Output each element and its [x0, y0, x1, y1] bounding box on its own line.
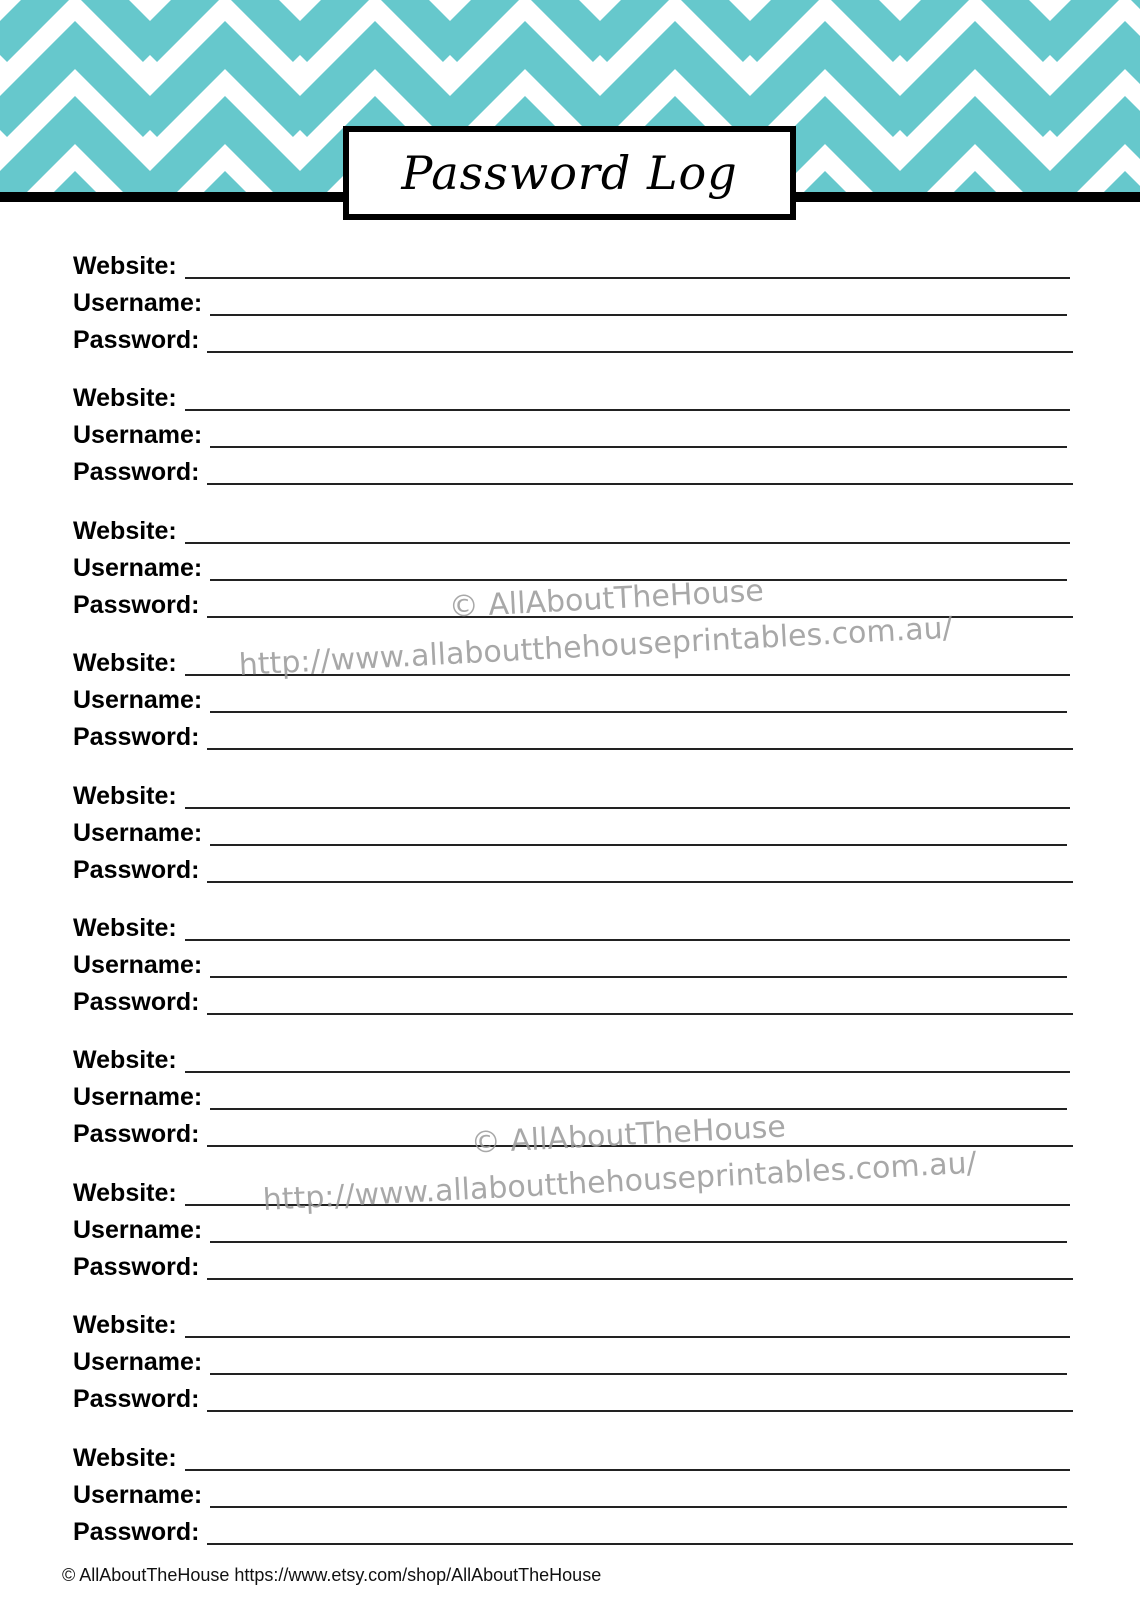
- username-label: Username:: [73, 289, 203, 317]
- page-title: Password Log: [401, 146, 738, 200]
- website-label: Website:: [73, 1178, 177, 1207]
- watermark-url: http://www.allaboutthehouseprintables.com.au/: [238, 610, 954, 683]
- website-row: [73, 244, 1073, 281]
- website-label: Website:: [73, 1311, 177, 1340]
- website-row: [73, 376, 1073, 413]
- website-field[interactable]: [185, 939, 1070, 941]
- website-label: Website:: [73, 384, 177, 413]
- username-field[interactable]: [210, 711, 1067, 713]
- username-field[interactable]: [210, 1241, 1067, 1243]
- username-field[interactable]: [210, 314, 1067, 316]
- username-row: [73, 678, 1073, 715]
- password-label: Password:: [73, 1517, 200, 1546]
- password-entry: [73, 1436, 1073, 1568]
- username-row: [73, 1208, 1073, 1245]
- website-label: Website:: [73, 252, 177, 280]
- password-row: [73, 450, 1073, 487]
- username-row: [73, 413, 1073, 450]
- website-field[interactable]: [185, 409, 1070, 411]
- password-field[interactable]: [207, 483, 1073, 485]
- username-label: Username:: [73, 1083, 203, 1112]
- password-entry: [73, 376, 1073, 508]
- password-entry: [73, 244, 1073, 376]
- password-row: [73, 1377, 1073, 1414]
- password-field[interactable]: [207, 748, 1073, 750]
- website-label: Website:: [73, 516, 177, 545]
- username-field[interactable]: [210, 1506, 1067, 1508]
- watermark-url: http://www.allaboutthehouseprintables.com.au/: [262, 1145, 978, 1218]
- username-label: Username:: [73, 1480, 203, 1509]
- username-field[interactable]: [210, 1108, 1067, 1110]
- watermark-copyright: © AllAboutTheHouse: [448, 573, 765, 625]
- password-row: [73, 1245, 1073, 1282]
- password-field[interactable]: [207, 1278, 1073, 1280]
- password-field[interactable]: [207, 1013, 1073, 1015]
- website-row: [73, 1436, 1073, 1473]
- username-row: [73, 1473, 1073, 1510]
- password-row: [73, 1510, 1073, 1547]
- password-label: Password:: [73, 590, 200, 619]
- username-field[interactable]: [210, 1373, 1067, 1375]
- website-row: [73, 509, 1073, 546]
- password-field[interactable]: [207, 1543, 1073, 1545]
- website-label: Website:: [73, 913, 177, 942]
- password-row: [73, 318, 1073, 355]
- username-label: Username:: [73, 421, 203, 450]
- password-row: [73, 980, 1073, 1017]
- website-field[interactable]: [185, 1469, 1070, 1471]
- username-label: Username:: [73, 818, 203, 847]
- website-row: [73, 906, 1073, 943]
- website-field[interactable]: [185, 1071, 1070, 1073]
- username-label: Username:: [73, 686, 203, 715]
- password-entry: [73, 906, 1073, 1038]
- password-field[interactable]: [207, 881, 1073, 883]
- password-label: Password:: [73, 1120, 200, 1149]
- username-field[interactable]: [210, 844, 1067, 846]
- password-label: Password:: [73, 1252, 200, 1281]
- website-label: Website:: [73, 781, 177, 810]
- username-label: Username:: [73, 950, 203, 979]
- username-label: Username:: [73, 1348, 203, 1377]
- website-row: [73, 1303, 1073, 1340]
- password-label: Password:: [73, 855, 200, 884]
- password-label: Password:: [73, 1385, 200, 1414]
- username-row: [73, 1340, 1073, 1377]
- username-row: [73, 943, 1073, 980]
- username-label: Username:: [73, 1215, 203, 1244]
- password-label: Password:: [73, 723, 200, 752]
- website-field[interactable]: [185, 1336, 1070, 1338]
- website-row: [73, 1038, 1073, 1075]
- password-entries: [73, 244, 1073, 1568]
- website-field[interactable]: [185, 807, 1070, 809]
- website-label: Website:: [73, 1046, 177, 1075]
- password-entry: [73, 774, 1073, 906]
- password-label: Password:: [73, 987, 200, 1016]
- website-field[interactable]: [185, 277, 1070, 279]
- footer-credit: © AllAboutTheHouse https://www.etsy.com/shop/AllAboutTheHouse: [62, 1565, 602, 1585]
- title-banner: [343, 126, 796, 220]
- website-row: [73, 774, 1073, 811]
- username-field[interactable]: [210, 446, 1067, 448]
- username-row: [73, 811, 1073, 848]
- username-row: [73, 546, 1073, 583]
- username-label: Username:: [73, 553, 203, 582]
- password-field[interactable]: [207, 351, 1073, 353]
- password-entry: [73, 1303, 1073, 1435]
- website-label: Website:: [73, 649, 177, 678]
- website-label: Website:: [73, 1443, 177, 1472]
- username-row: [73, 1075, 1073, 1112]
- password-field[interactable]: [207, 1410, 1073, 1412]
- password-label: Password:: [73, 458, 200, 487]
- username-row: [73, 281, 1073, 318]
- password-row: [73, 848, 1073, 885]
- password-row: [73, 715, 1073, 752]
- website-field[interactable]: [185, 542, 1070, 544]
- password-label: Password:: [73, 326, 200, 354]
- username-field[interactable]: [210, 976, 1067, 978]
- watermark-copyright: © AllAboutTheHouse: [470, 1109, 787, 1161]
